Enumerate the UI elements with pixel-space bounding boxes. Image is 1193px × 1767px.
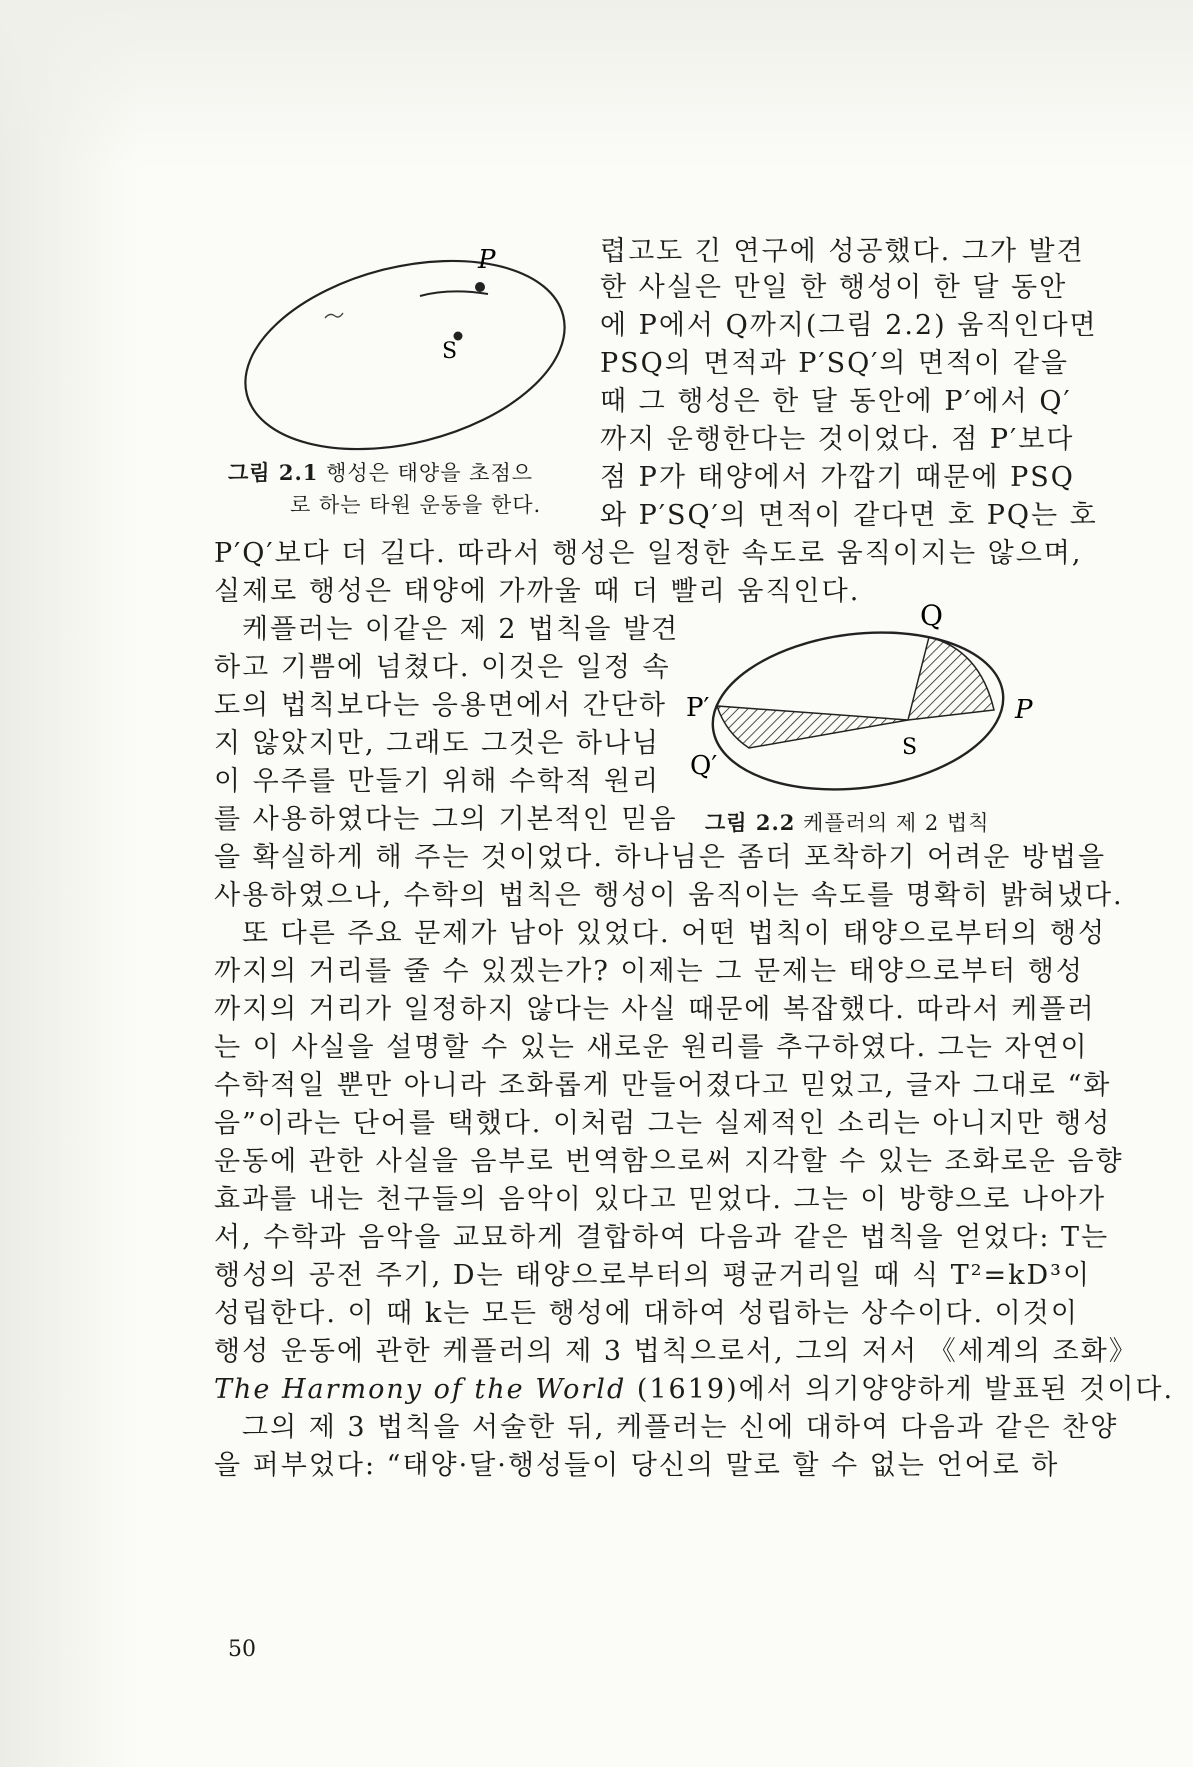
body-line: 하고 기쁨에 넘쳤다. 이것은 일정 속 xyxy=(214,652,671,683)
planet-p-dot xyxy=(475,282,485,292)
body-line: 수학적일 뿐만 아니라 조화롭게 만들어졌다고 믿었고, 글자 그대로 “화 xyxy=(214,1070,1112,1101)
body-line: 때 그 행성은 한 달 동안에 P′에서 Q′ xyxy=(600,386,1072,417)
label-q: Q xyxy=(920,599,943,632)
body-line: 까지 운행한다는 것이었다. 점 P′보다 xyxy=(600,424,1075,455)
label-s-2: S xyxy=(902,735,918,760)
orbit-arc-mark xyxy=(420,291,488,296)
body-line: 까지의 거리를 줄 수 있겠는가? 이제는 그 문제는 태양으로부터 행성 xyxy=(214,956,1084,987)
page-number: 50 xyxy=(228,1637,256,1662)
label-q-prime: Q′ xyxy=(690,751,718,781)
body-line: 성립한다. 이 때 k는 모든 행성에 대하여 성립하는 상수이다. 이것이 xyxy=(214,1298,1079,1329)
body-line: 도의 법칙보다는 응용면에서 간단하 xyxy=(214,690,667,721)
figure2-caption xyxy=(705,808,990,838)
body-line: P′Q′보다 더 길다. 따라서 행성은 일정한 속도로 움직이지는 않으며, xyxy=(214,538,1083,569)
body-line: 는 이 사실을 설명할 수 있는 새로운 원리를 추구하였다. 그는 자연이 xyxy=(214,1032,1089,1063)
body-line: 행성의 공전 주기, D는 태양으로부터의 평균거리일 때 식 T²=kD³이 xyxy=(214,1260,1092,1291)
body-line: 을 퍼부었다: “태양·달·행성들이 당신의 말로 할 수 없는 언어로 하 xyxy=(214,1450,1060,1481)
body-line: 음”이라는 단어를 택했다. 이처럼 그는 실제적인 소리는 아니지만 행성 xyxy=(214,1108,1112,1139)
sector-psq xyxy=(908,637,994,720)
page-shadow-top xyxy=(0,0,1193,170)
sector-p-prime-sq-prime xyxy=(717,706,908,748)
figure2-caption-text: 케플러의 제 2 법칙 xyxy=(803,811,990,835)
sun-s-dot xyxy=(454,332,463,341)
body-line: 이 우주를 만들기 위해 수학적 원리 xyxy=(214,766,661,797)
body-line-book-title xyxy=(214,1370,1175,1410)
body-line: 케플러는 이같은 제 2 법칙을 발견 xyxy=(242,614,680,645)
label-p-prime: P′ xyxy=(686,693,710,723)
label-p: P xyxy=(478,245,496,275)
figure-kepler-second-law xyxy=(680,598,1060,808)
body-line: 효과를 내는 천구들의 음악이 있다고 믿었다. 그는 이 방향으로 나아가 xyxy=(214,1184,1107,1215)
figure1-caption-line2: 로 하는 타원 운동을 한다. xyxy=(290,493,542,517)
body-line: 운동에 관한 사실을 음부로 번역함으로써 지각할 수 있는 조화로운 음향 xyxy=(214,1146,1124,1177)
figure-ellipse-orbit xyxy=(230,240,590,460)
body-line: 사용하였으나, 수학의 법칙은 행성이 움직이는 속도를 명확히 밝혀냈다. xyxy=(214,880,1124,911)
body-line: 행성 운동에 관한 케플러의 제 3 법칙으로서, 그의 저서 《세계의 조화》 xyxy=(214,1336,1138,1367)
body-line: 점 P가 태양에서 가깝기 때문에 PSQ xyxy=(600,462,1075,493)
orbit-tick-mark xyxy=(325,313,343,318)
label-s: S xyxy=(442,339,458,364)
figure1-caption xyxy=(228,458,533,488)
body-line: 실제로 행성은 태양에 가까울 때 더 빨리 움직인다. xyxy=(214,576,861,607)
body-line: 또 다른 주요 문제가 남아 있었다. 어떤 법칙이 태양으로부터의 행성 xyxy=(242,918,1107,949)
body-line: 지 않았지만, 그래도 그것은 하나님 xyxy=(214,728,661,759)
body-line: 에 P에서 Q까지(그림 2.2) 움직인다면 xyxy=(600,310,1098,341)
book-title-rest: (1619)에서 의기양양하게 발표된 것이다. xyxy=(626,1374,1175,1405)
body-line: 를 사용하였다는 그의 기본적인 믿음 xyxy=(214,804,678,835)
body-line: 한 사실은 만일 한 행성이 한 달 동안 xyxy=(600,272,1068,303)
page-shadow-left xyxy=(0,0,140,1767)
body-line: 렵고도 긴 연구에 성공했다. 그가 발견 xyxy=(600,236,1085,267)
body-line: 까지의 거리가 일정하지 않다는 사실 때문에 복잡했다. 따라서 케플러 xyxy=(214,994,1096,1025)
body-line: 그의 제 3 법칙을 서술한 뒤, 케플러는 신에 대하여 다음과 같은 찬양 xyxy=(242,1412,1119,1443)
label-p-2: P xyxy=(1015,695,1033,725)
figure1-caption-line1: 행성은 태양을 초점으 xyxy=(326,461,534,485)
body-line: PSQ의 면적과 P′SQ′의 면적이 같을 xyxy=(600,348,1070,379)
orbit-ellipse xyxy=(226,230,585,480)
figure2-caption-number: 그림 2.2 xyxy=(705,810,796,835)
body-line: 와 P′SQ′의 면적이 같다면 호 PQ는 호 xyxy=(600,500,1098,531)
body-line: 을 확실하게 해 주는 것이었다. 하나님은 좀더 포착하기 어려운 방법을 xyxy=(214,842,1107,873)
figure1-caption-number: 그림 2.1 xyxy=(228,460,319,485)
book-title-english: The Harmony of the World xyxy=(214,1374,627,1405)
body-line: 서, 수학과 음악을 교묘하게 결합하여 다음과 같은 법칙을 얻었다: T는 xyxy=(214,1222,1110,1253)
